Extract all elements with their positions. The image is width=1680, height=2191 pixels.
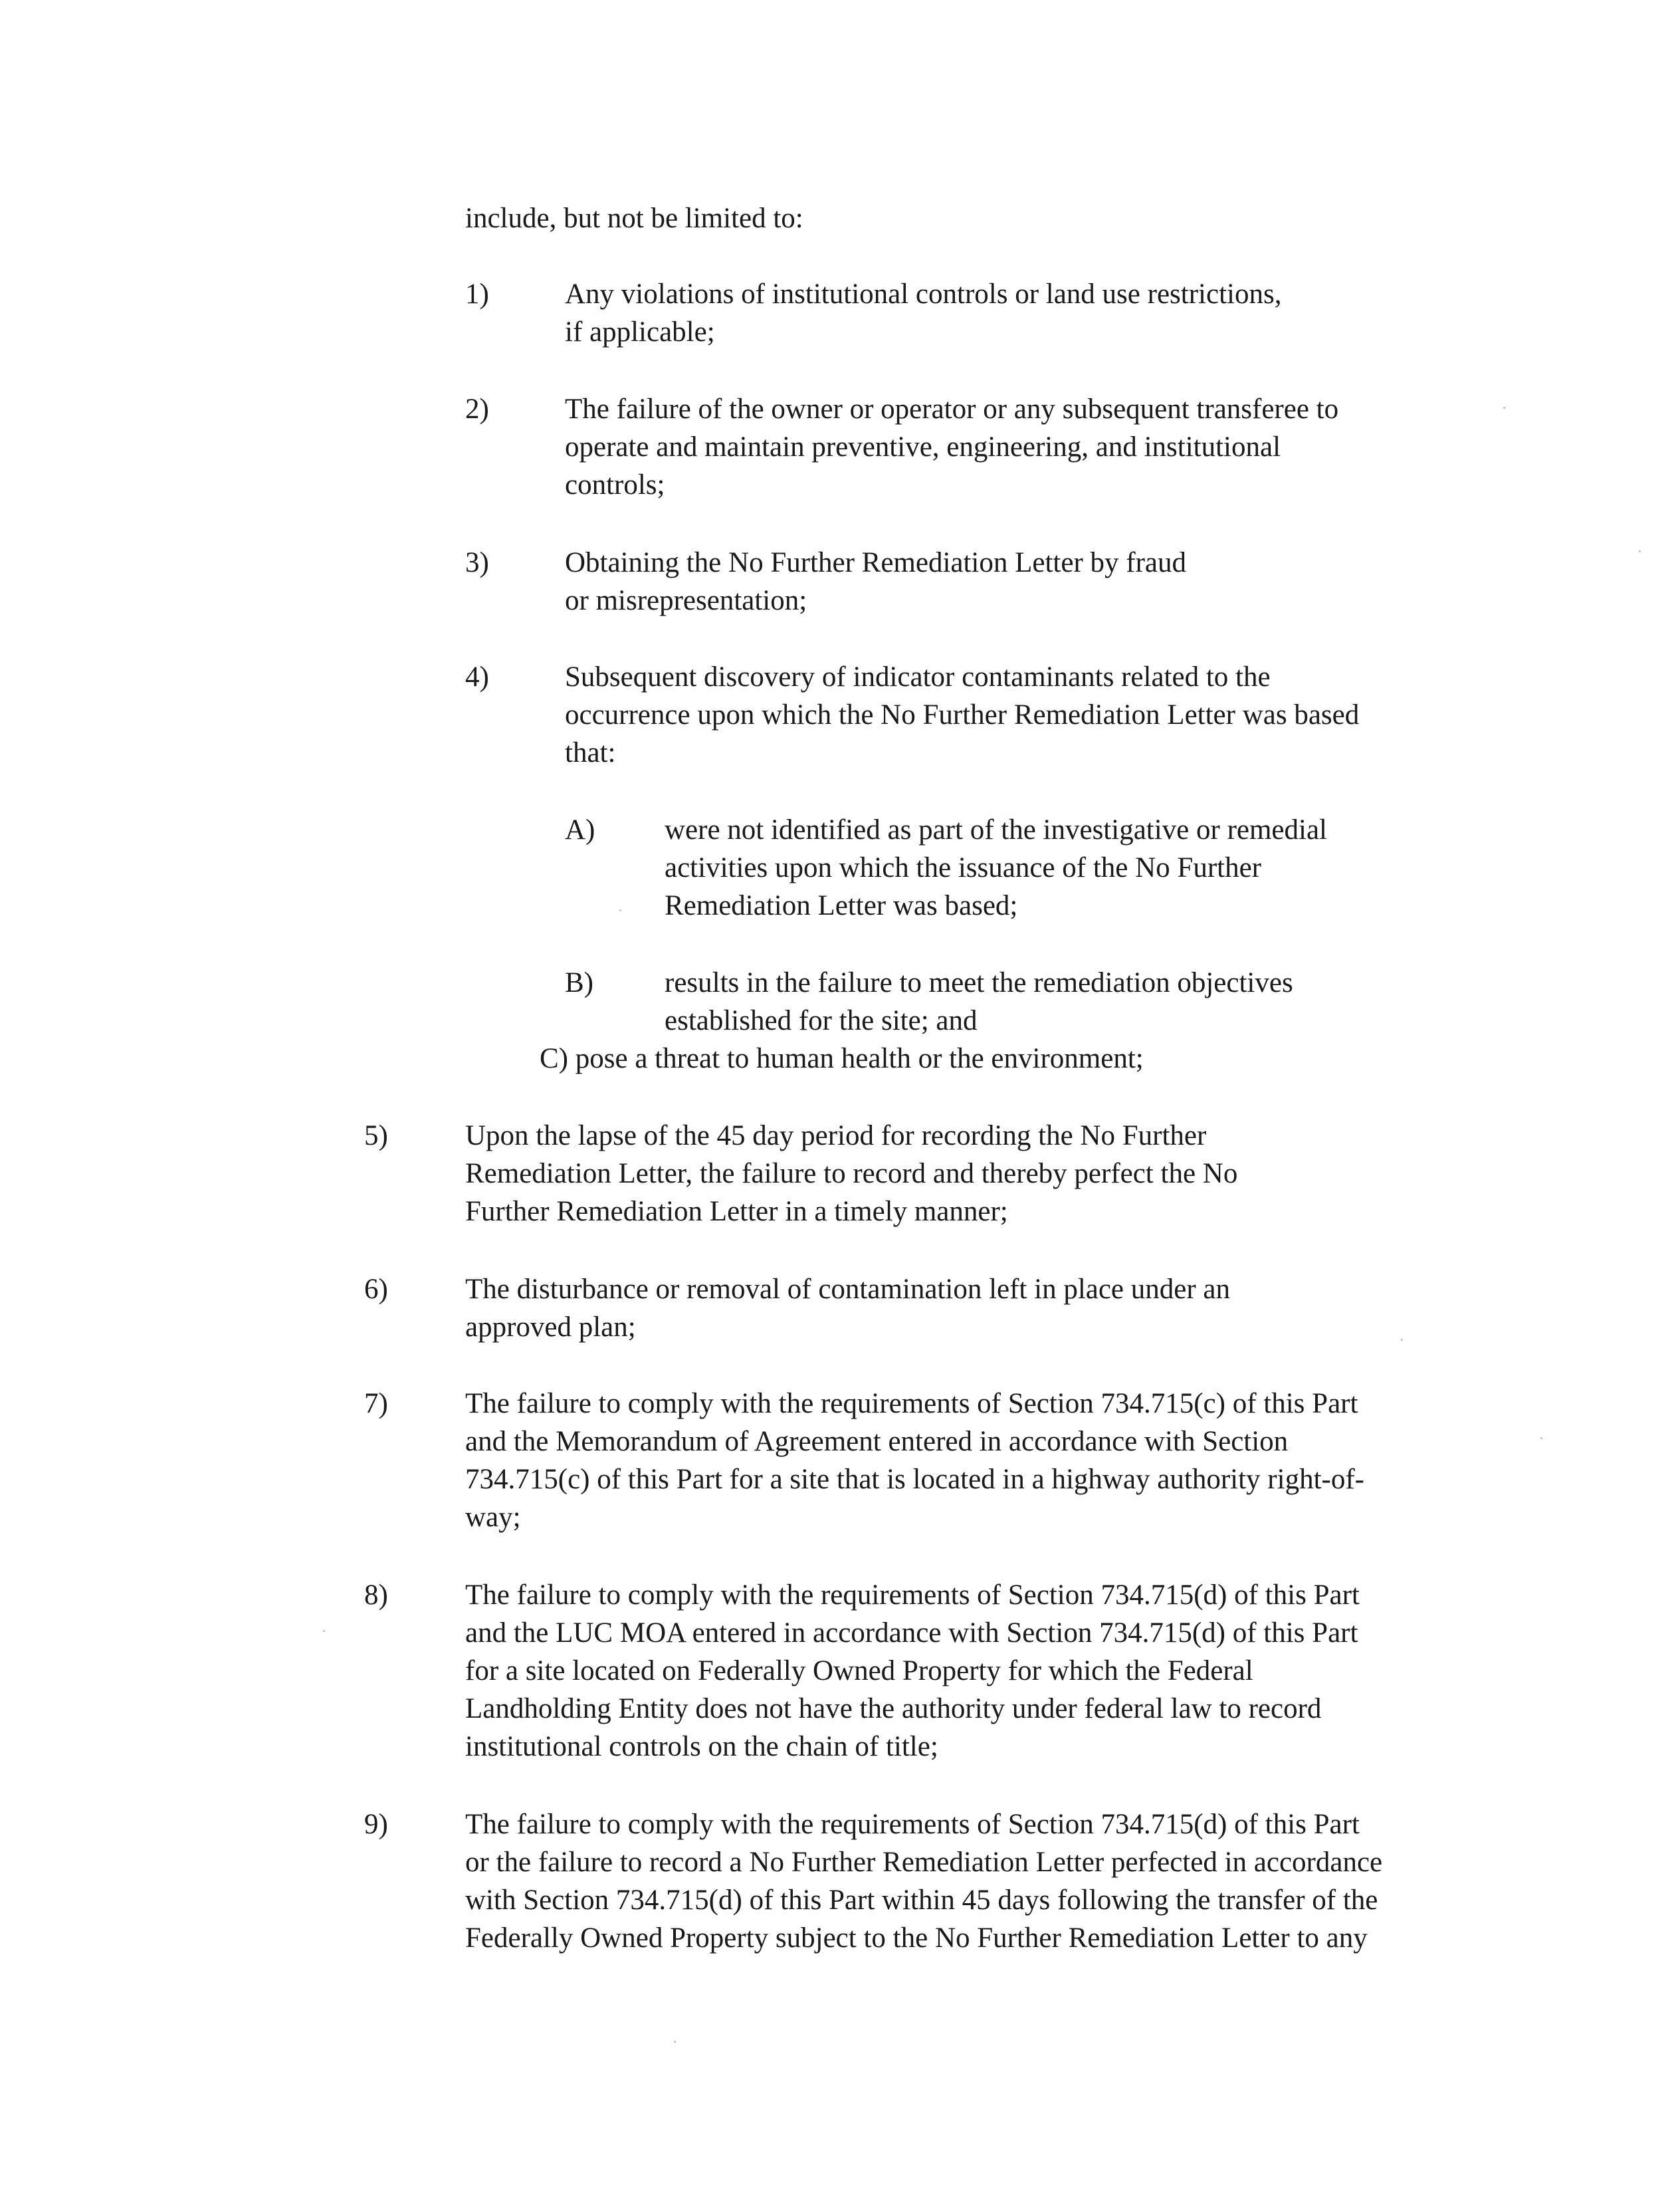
scan-speck <box>1639 550 1641 552</box>
scan-speck <box>323 1630 325 1632</box>
item-number: 1) <box>465 279 489 310</box>
scan-speck <box>674 2041 676 2043</box>
item-number: 5) <box>364 1120 388 1151</box>
item-text: The disturbance or removal of contamination left in place under an approved plan; <box>465 1274 1231 1343</box>
item-text: results in the failure to meet the remediation objectives established for the site; and <box>665 967 1293 1036</box>
scan-speck <box>1401 1339 1403 1341</box>
item-letter: B) <box>565 967 593 998</box>
item-text: The failure to comply with the requirements of Section 734.715(d) of this Part and the LUC MOA entered in accordance with Section 734.715(d) of this Part for a site located on Federally Owned Property for which the Federal Landholding Entity does not have the authority under federal law to record institutional controls on the chain of title; <box>465 1579 1360 1762</box>
item-number: 3) <box>465 547 489 578</box>
scan-speck <box>1540 1437 1542 1439</box>
scan-speck <box>1503 407 1505 409</box>
item-text: The failure of the owner or operator or any subsequent transferee to operate and maintain preventive, engineering, and institutional controls; <box>565 394 1339 501</box>
item-number: 8) <box>364 1579 388 1611</box>
scan-speck <box>619 909 621 911</box>
item-text: Upon the lapse of the 45 day period for recording the No Further Remediation Letter, the failure to record and thereby perfect the No Further Remediation Letter in a timely manner; <box>465 1120 1238 1227</box>
item-number: 2) <box>465 394 489 425</box>
item-text: Any violations of institutional controls or land use restrictions, if applicable; <box>565 279 1282 348</box>
item-number: 9) <box>364 1809 388 1840</box>
sub-item-c: C) pose a threat to human health or the environment; <box>540 1043 1144 1074</box>
item-number: 7) <box>364 1388 388 1419</box>
item-text: The failure to comply with the requirements of Section 734.715(d) of this Part or the failure to record a No Further Remediation Letter perfected in accordance with Section 734.715(d) of this Part within 45 days following the transfer of the Federally Owned Property subject to the No Further Remediation Letter to any <box>465 1809 1383 1954</box>
item-letter: A) <box>565 814 595 846</box>
item-text: Subsequent discovery of indicator contaminants related to the occurrence upon which the No Further Remediation Letter was based that: <box>565 661 1360 768</box>
item-number: 4) <box>465 661 489 693</box>
item-text: Obtaining the No Further Remediation Letter by fraud or misrepresentation; <box>565 547 1186 616</box>
item-text: The failure to comply with the requirements of Section 734.715(c) of this Part and the Memorandum of Agreement entered in accordance with Section 734.715(c) of this Part for a site that is located in a highway authority right-of- way; <box>465 1388 1364 1533</box>
item-text: were not identified as part of the investigative or remedial activities upon which the issuance of the No Further Remediation Letter was based; <box>665 814 1327 921</box>
intro-text: include, but not be limited to: <box>465 203 803 234</box>
item-number: 6) <box>364 1274 388 1305</box>
